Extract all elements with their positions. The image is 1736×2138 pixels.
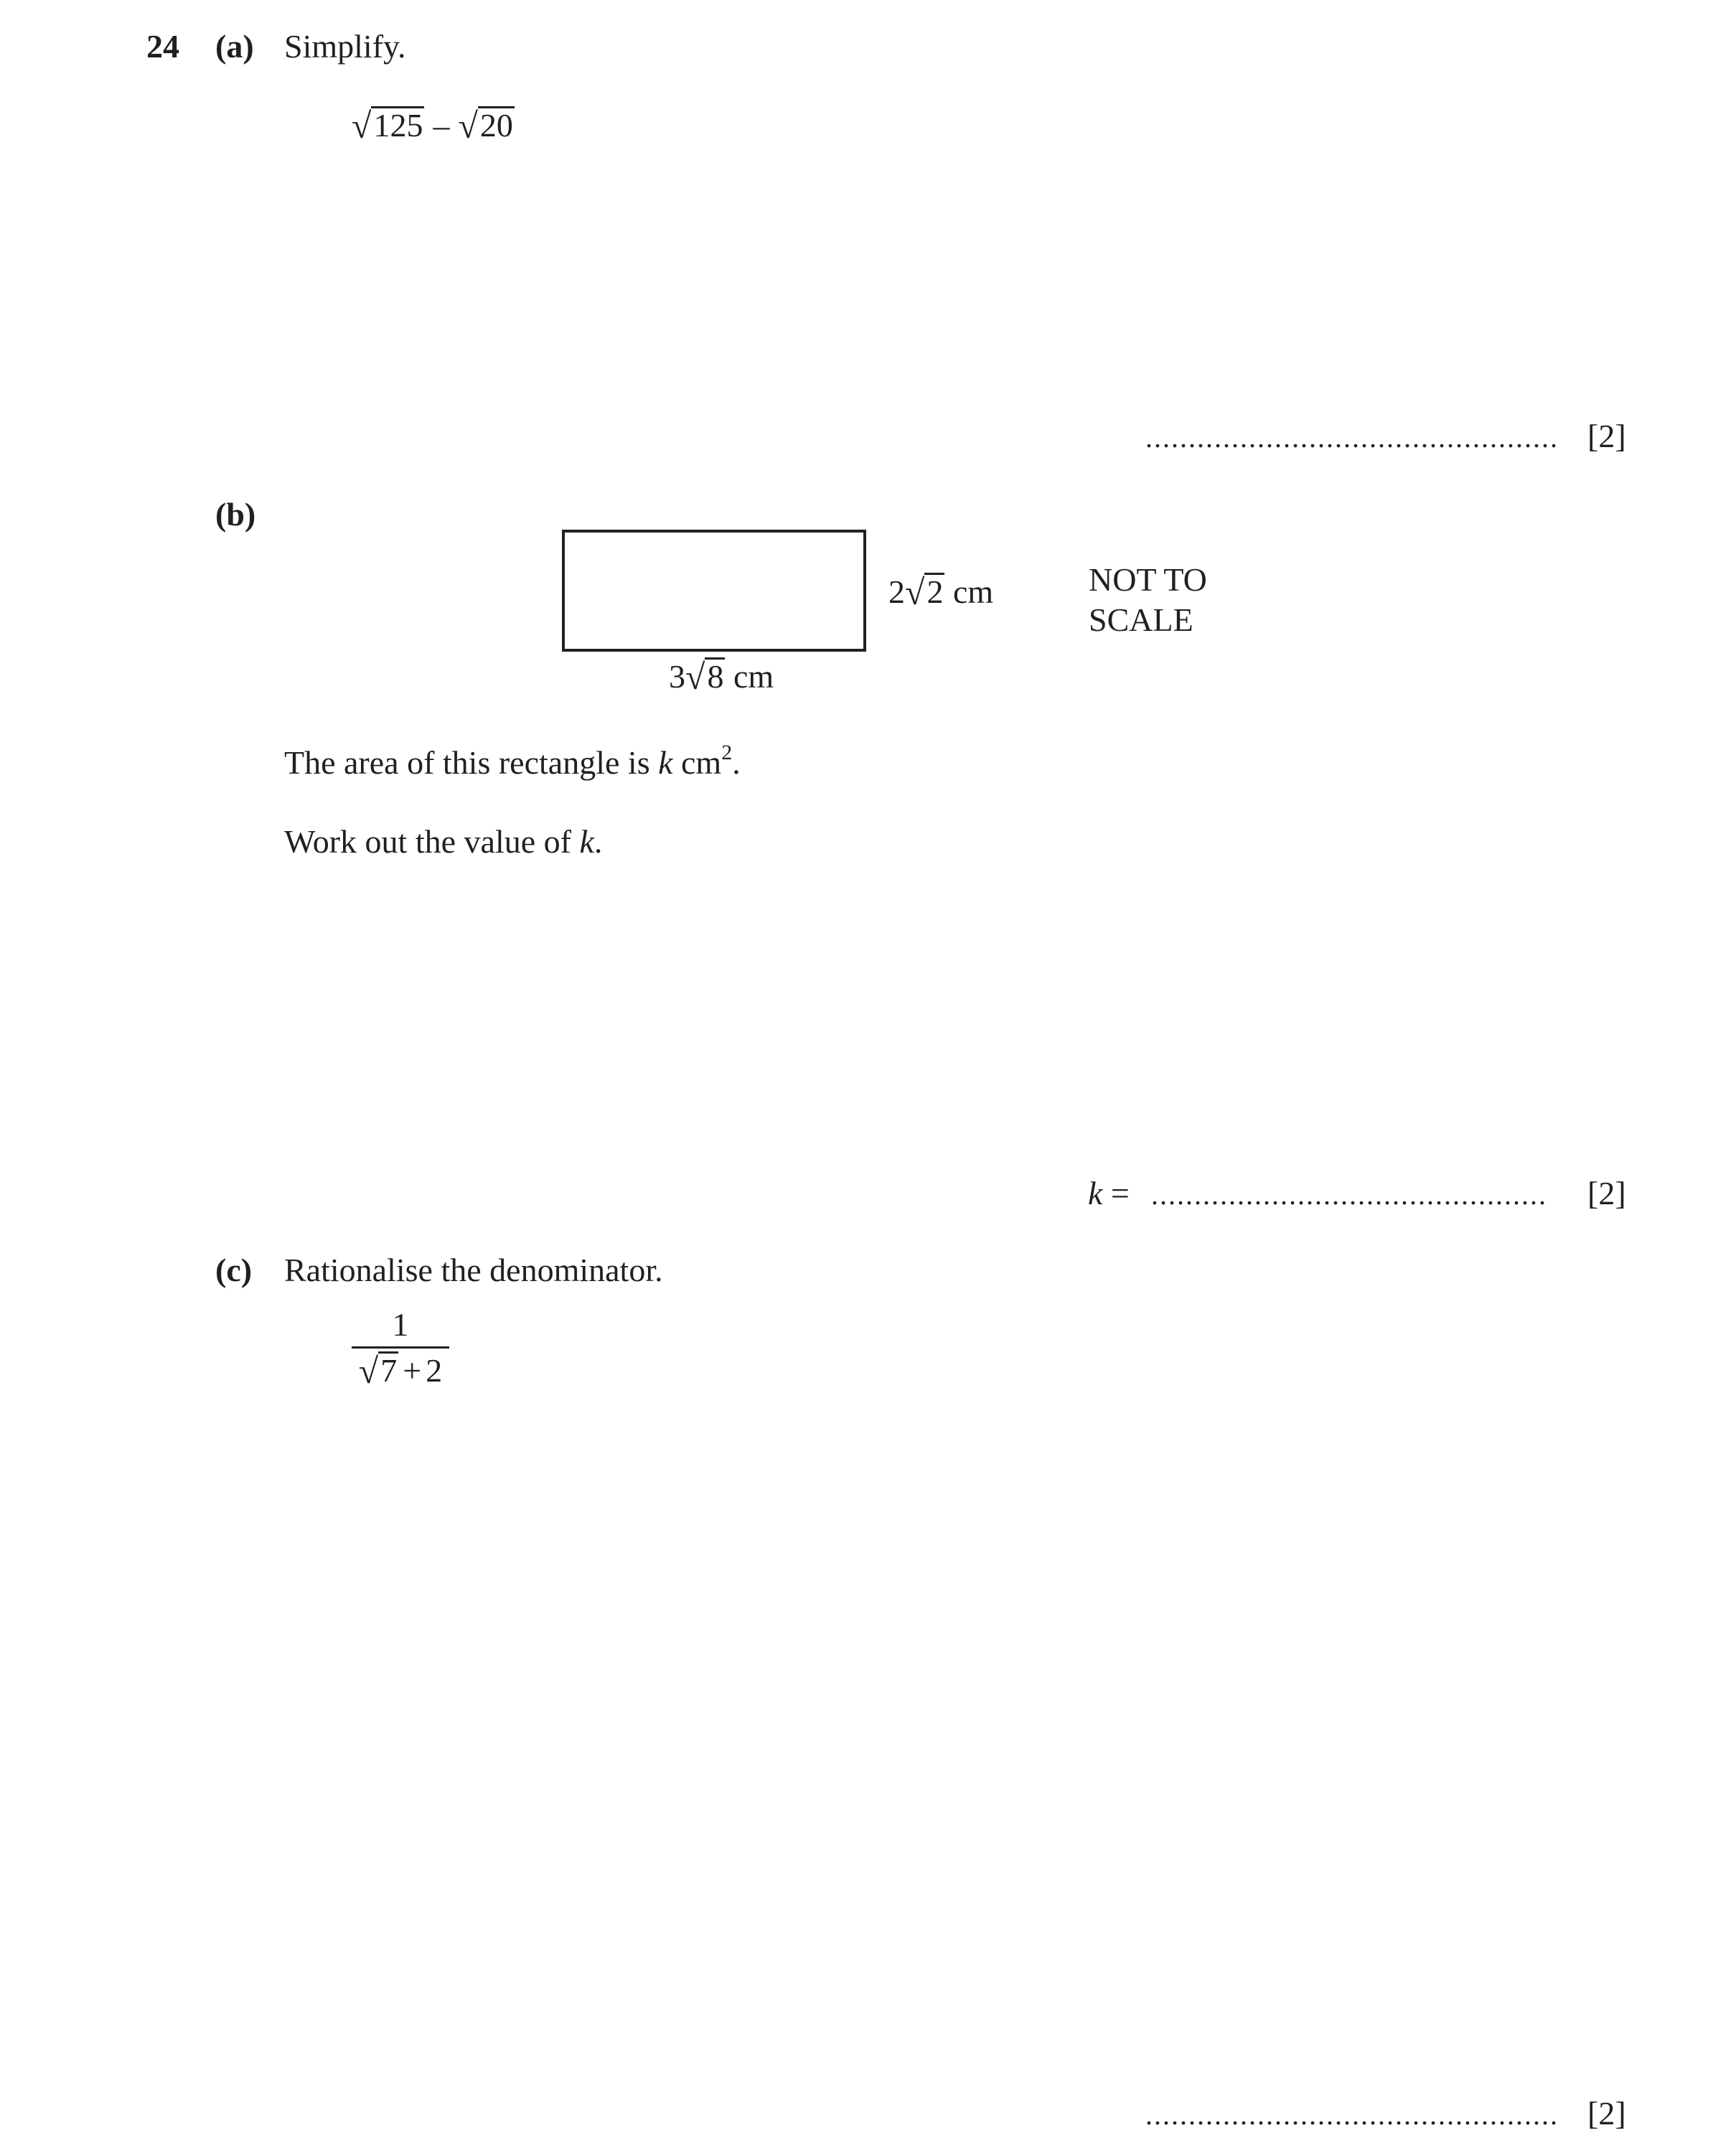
part-b-answer-line[interactable]: .............................................. bbox=[1151, 1178, 1547, 1211]
radicand-2: 20 bbox=[478, 106, 515, 143]
fraction-bar bbox=[352, 1346, 449, 1349]
area-statement bbox=[284, 741, 741, 781]
area-text-after: . bbox=[732, 744, 741, 781]
side-coefficient: 2 bbox=[888, 573, 905, 610]
part-c-answer-line[interactable]: ................................................ bbox=[1145, 2099, 1559, 2131]
radical-sign: √ bbox=[685, 657, 705, 697]
bottom-sqrt bbox=[685, 657, 725, 695]
bottom-radicand: 8 bbox=[705, 657, 725, 694]
equals-sign: = bbox=[1102, 1175, 1130, 1211]
radical-sign: √ bbox=[358, 1351, 379, 1392]
not-to-scale-line-1: NOT TO bbox=[1089, 561, 1207, 598]
part-c-marks: [2] bbox=[1587, 2095, 1626, 2132]
denominator-radicand: 7 bbox=[378, 1351, 398, 1388]
part-a-expression bbox=[352, 105, 515, 146]
part-a-answer-line[interactable]: ................................................ bbox=[1145, 421, 1559, 454]
part-b-label: (b) bbox=[215, 496, 256, 533]
work-text: Work out the value of bbox=[284, 823, 580, 860]
not-to-scale-note bbox=[1089, 560, 1207, 640]
side-radicand: 2 bbox=[924, 573, 944, 609]
fraction-denominator bbox=[359, 1351, 442, 1390]
question-number: 24 bbox=[146, 28, 179, 65]
side-unit: cm bbox=[952, 573, 994, 610]
denominator-constant: 2 bbox=[426, 1352, 443, 1389]
side-sqrt bbox=[905, 573, 944, 610]
not-to-scale-line-2: SCALE bbox=[1089, 601, 1193, 638]
bottom-coefficient: 3 bbox=[669, 658, 685, 695]
work-variable: k bbox=[579, 823, 594, 860]
rectangle-side-label bbox=[888, 573, 993, 610]
rectangle-diagram bbox=[562, 530, 866, 652]
radical-sign: √ bbox=[905, 572, 925, 612]
sqrt-term-1 bbox=[352, 105, 424, 146]
bottom-unit: cm bbox=[733, 658, 774, 695]
part-b-marks: [2] bbox=[1587, 1175, 1626, 1211]
part-a-instruction: Simplify. bbox=[284, 28, 406, 65]
area-exponent: 2 bbox=[721, 741, 733, 764]
fraction-numerator: 1 bbox=[392, 1306, 409, 1343]
radical-sign: √ bbox=[458, 106, 478, 146]
work-end: . bbox=[593, 823, 603, 860]
plus-operator: + bbox=[403, 1352, 422, 1389]
denominator-sqrt bbox=[359, 1351, 398, 1390]
area-unit: cm bbox=[681, 744, 722, 781]
part-a-label: (a) bbox=[215, 28, 254, 65]
sqrt-term-2 bbox=[458, 105, 514, 146]
radical-sign: √ bbox=[352, 106, 372, 146]
work-out-statement bbox=[284, 825, 602, 858]
part-c-instruction: Rationalise the denominator. bbox=[284, 1252, 663, 1288]
radicand-1: 125 bbox=[371, 106, 424, 143]
k-variable: k bbox=[1088, 1175, 1103, 1211]
minus-operator: – bbox=[433, 107, 450, 144]
part-c-fraction bbox=[352, 1308, 449, 1390]
area-variable: k bbox=[658, 744, 673, 781]
part-c-label: (c) bbox=[215, 1252, 253, 1288]
k-answer-prefix bbox=[1088, 1177, 1130, 1210]
area-text-before: The area of this rectangle is bbox=[284, 744, 659, 781]
rectangle-bottom-label bbox=[669, 657, 774, 695]
part-a-marks: [2] bbox=[1587, 418, 1626, 454]
